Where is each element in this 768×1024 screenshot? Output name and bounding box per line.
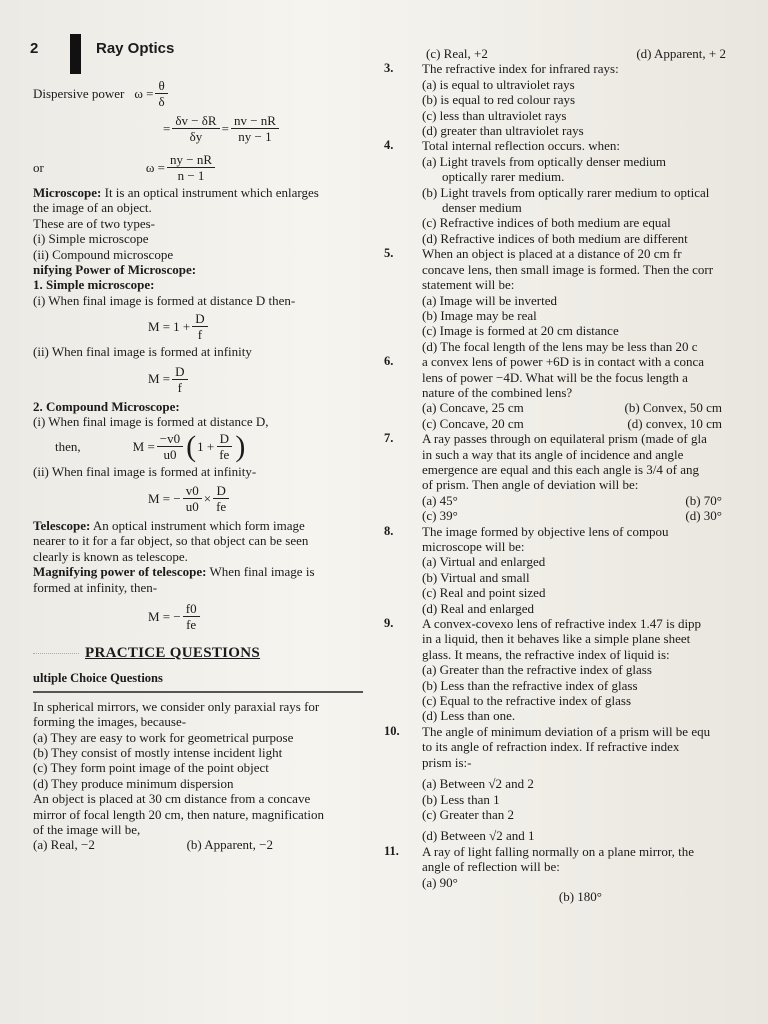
m-eq: M = − [148,490,181,506]
dispersive-power-alt [33,152,373,183]
frac-den: n − 1 [177,168,205,183]
dispersive-power-expansion [163,113,373,144]
question-body [422,844,738,904]
equals: = [163,120,171,136]
question-body [422,354,738,431]
fraction [172,364,187,395]
header-bar [70,34,81,74]
fraction [167,152,215,183]
question-number: 7. [384,431,394,446]
question-line: (d) Refractive indices of both medium are different [422,230,688,246]
option: (c) 39° [422,508,458,524]
question-line: (d) The focal length of the lens may be less than 20 c [422,338,698,354]
option: (b) Convex, 50 cm [624,400,722,416]
text-line: These are of two types- [33,215,156,231]
question-list [384,61,738,904]
microscope-heading: Microscope: [33,185,102,200]
question-number: 5. [384,246,394,261]
question-item [384,844,738,904]
question-item [384,616,738,724]
fraction [172,113,219,144]
fraction [183,483,202,514]
one-plus: 1 + [197,439,215,455]
frac-den: f [197,327,203,343]
fraction [183,601,200,632]
question-number: 4. [384,138,394,153]
paren-close: ) [235,429,246,463]
option: (d) Apparent, + 2 [636,46,726,61]
question-line: emergence are equal and this each angle is 3/4 of ang [422,461,699,477]
question-1 [33,699,373,791]
fraction [192,311,207,342]
question-number: 11. [384,843,399,858]
text-line: (d) They produce minimum dispersion [33,775,234,791]
fraction [216,431,232,462]
question-line: A ray of light falling normally on a plane mirror, the [422,843,695,859]
question-number: 9. [384,616,394,631]
frac-num: D [213,483,228,499]
text-line: (b) They consist of mostly intense incident light [33,744,283,760]
question-line: (a) Greater than the refractive index of glass [422,662,652,678]
text-line: (i) Simple microscope [33,231,149,247]
options-row [422,508,722,523]
microscope-text: It is an optical instrument which enlarges [101,185,319,200]
frac-num: −v0 [157,431,183,447]
text-line: An object is placed at 30 cm distance from a concave [33,791,311,807]
option: (a) 45° [422,492,458,508]
frac-den: δy [189,129,203,144]
question-line: (b) is equal to red colour rays [422,92,576,108]
frac-num: v0 [183,483,202,499]
text-line: (i) When final image is formed at distance D, [33,414,269,430]
question-item [384,138,738,246]
left-column [33,78,373,853]
options-row [422,416,722,431]
practice-questions-heading [33,646,373,661]
options-row [422,400,722,415]
question-line: (d) Real and enlarged [422,600,535,616]
frac-num: D [192,311,207,327]
option: (a) Real, −2 [33,837,95,853]
question-number: 6. [384,354,394,369]
paren-open: ( [186,429,197,463]
q2-options-row [33,837,273,852]
question-line: A ray passes through on equilateral prism (made of gla [422,431,707,447]
question-number: 8. [384,523,394,538]
section-heading: nifying Power of Microscope: [33,262,197,278]
question-body [422,524,738,616]
option: (b) 180° [558,888,602,904]
question-line: of prism. Then angle of deviation will be: [422,477,639,493]
telescope-formula [148,601,373,632]
page-number: 2 [30,40,39,57]
mag-tel-text: When final image is [206,564,315,580]
option: (d) Between √2 and 1 [422,828,535,844]
question-2 [33,791,373,837]
compound-microscope-formula-1 [33,431,373,462]
option: (c) Greater than 2 [422,806,515,822]
frac-num: D [217,431,232,447]
question-line: (c) less than ultraviolet rays [422,107,567,123]
text-line: nearer to it for a far object, so that object can be seen [33,533,309,549]
question-line: nature of the combined lens? [422,384,573,400]
then-label: then, [55,439,81,455]
frac-num: ny − nR [167,152,215,168]
question-line: (a) Light travels from optically denser medium [422,153,667,169]
microscope-definition [33,185,373,200]
or-label: or [33,159,44,175]
text-line: (i) When final image is formed at distance D then- [33,292,296,308]
question-line: (d) Less than one. [422,708,516,724]
option: (c) Concave, 20 cm [422,415,524,431]
question-line: (b) Light travels from optically rarer medium to optical [422,184,710,200]
question-line: statement will be: [422,277,515,293]
question-line: angle of reflection will be: [422,859,560,875]
option: (a) Between √2 and 2 [422,776,534,792]
question-body [422,61,738,138]
telescope-text: An optical instrument which form image [90,517,305,533]
m-eq: M = [148,319,171,335]
text-line: (ii) When final image is formed at infinity [33,344,252,360]
question-line: microscope will be: [422,539,525,554]
simple-microscope-formula-1 [148,311,373,342]
question-line: The angle of minimum deviation of a prism will be equ [422,723,711,739]
question-line: (c) Equal to the refractive index of glass [422,693,631,709]
mcq-heading: ultiple Choice Questions [33,671,163,686]
text-line: (a) They are easy to work for geometrical purpose [33,729,294,745]
frac-den: u0 [163,447,177,463]
question-line: Total internal reflection occurs. when: [422,138,620,154]
question-item [384,524,738,616]
frac-den: f [177,379,182,395]
telescope-mag-line [33,564,373,579]
option: (d) 30° [685,508,722,524]
text-line: clearly is known as telescope. [33,548,188,564]
times: × [203,490,212,506]
frac-den: δ [158,94,165,109]
question-body [422,724,738,844]
frac-num: D [172,364,187,380]
simple-microscope-formula-2 [148,364,373,395]
divider [33,691,363,693]
m-eq: M = [148,371,171,387]
question-line: prism is:- [422,754,472,770]
dispersive-power-formula [33,78,373,109]
frac-num: δv − δR [172,113,219,129]
question-item [384,61,738,138]
option: (d) convex, 10 cm [627,415,722,431]
omega-eq: ω = [145,159,165,175]
option: (b) 70° [685,492,722,508]
section-heading: 2. Compound Microscope: [33,398,180,414]
fraction [231,113,279,144]
frac-den: fe [216,498,227,514]
compound-microscope-formula-2 [148,483,373,514]
question-line: denser medium [442,200,522,216]
question-line: concave lens, then small image is formed. Then the corr [422,261,714,277]
question-line: optically rarer medium. [442,169,565,185]
question-line: in a liquid, then it behaves like a simple plane sheet [422,631,691,647]
question-line: (a) Image will be inverted [422,292,557,308]
question-item [384,431,738,523]
option: (a) 90° [422,874,458,890]
question-line: (b) Image may be real [422,307,537,323]
question-line: glass. It means, the refractive index of liquid is: [422,646,670,662]
telescope-heading: Telescope: [33,517,91,533]
equals: = [221,120,229,136]
question-body [422,138,738,246]
question-item [384,246,738,354]
question-line: (a) is equal to ultraviolet rays [422,76,575,92]
question-body [422,246,738,354]
text-line: the image of an object. [33,200,152,216]
text-line: In spherical mirrors, we consider only paraxial rays for [33,698,320,714]
chapter-title: Ray Optics [96,40,175,57]
section-heading: 1. Simple microscope: [33,277,155,293]
question-line: The refractive index for infrared rays: [422,61,619,77]
question-number: 10. [384,723,400,738]
frac-den: u0 [185,498,199,514]
frac-den: ny − 1 [238,129,272,144]
telescope-definition [33,518,373,533]
text-line: (ii) When final image is formed at infinity- [33,464,257,480]
question-line: When an object is placed at a distance of 20 cm fr [422,246,682,262]
question-line: (c) Image is formed at 20 cm distance [422,323,619,339]
question-number: 3. [384,61,394,76]
question-line: lens of power −4D. What will be the focus length a [422,369,688,385]
question-line: (b) Virtual and small [422,569,530,585]
dispersive-label: Dispersive power [33,85,125,101]
question-line: to its angle of refraction index. If refractive index [422,739,680,755]
text-line: (c) They form point image of the point object [33,760,269,776]
m-eq: M = − [148,608,181,624]
question-body [422,431,738,523]
fraction [213,483,229,514]
fraction [155,78,167,109]
option: (b) Less than 1 [422,791,500,807]
frac-den: fe [186,616,197,632]
mag-tel-heading: Magnifying power of telescope: [33,564,207,580]
option: (c) Real, +2 [426,46,488,61]
frac-den: fe [219,447,230,463]
option: (b) Apparent, −2 [186,837,273,853]
one-plus: 1 + [173,319,191,335]
leader-dots [33,653,79,654]
text-line: forming the images, because- [33,714,187,730]
question-item [384,354,738,431]
question-line: (a) Virtual and enlarged [422,554,546,570]
options-row [422,875,602,904]
practice-title: PRACTICE QUESTIONS [85,644,261,661]
prev-options-row [384,46,726,61]
question-line: A convex-covexo lens of refractive index 1.47 is dipp [422,616,702,632]
text-line: formed at infinity, then- [33,579,158,595]
question-item [384,724,738,844]
text-line: mirror of focal length 20 cm, then nature, magnification [33,806,324,822]
question-line: (c) Real and point sized [422,585,546,601]
text-line: (ii) Compound microscope [33,246,174,262]
text-line: of the image will be, [33,821,141,837]
options-row [422,493,722,508]
frac-num: θ [155,78,167,94]
question-line: (b) Less than the refractive index of glass [422,677,638,693]
omega-eq: ω = [134,85,154,101]
frac-num: nv − nR [231,113,279,129]
question-line: in such a way that its angle of incidence and angle [422,446,684,462]
right-column [384,46,738,904]
frac-num: f0 [183,601,200,617]
question-line: The image formed by objective lens of compou [422,523,669,539]
question-line: (c) Refractive indices of both medium are equal [422,215,671,231]
question-body [422,616,738,724]
question-line: (d) greater than ultraviolet rays [422,123,584,139]
m-eq: M = [132,439,155,455]
option: (a) Concave, 25 cm [422,400,524,416]
question-line: a convex lens of power +6D is in contact with a conca [422,354,705,370]
fraction [157,431,183,462]
